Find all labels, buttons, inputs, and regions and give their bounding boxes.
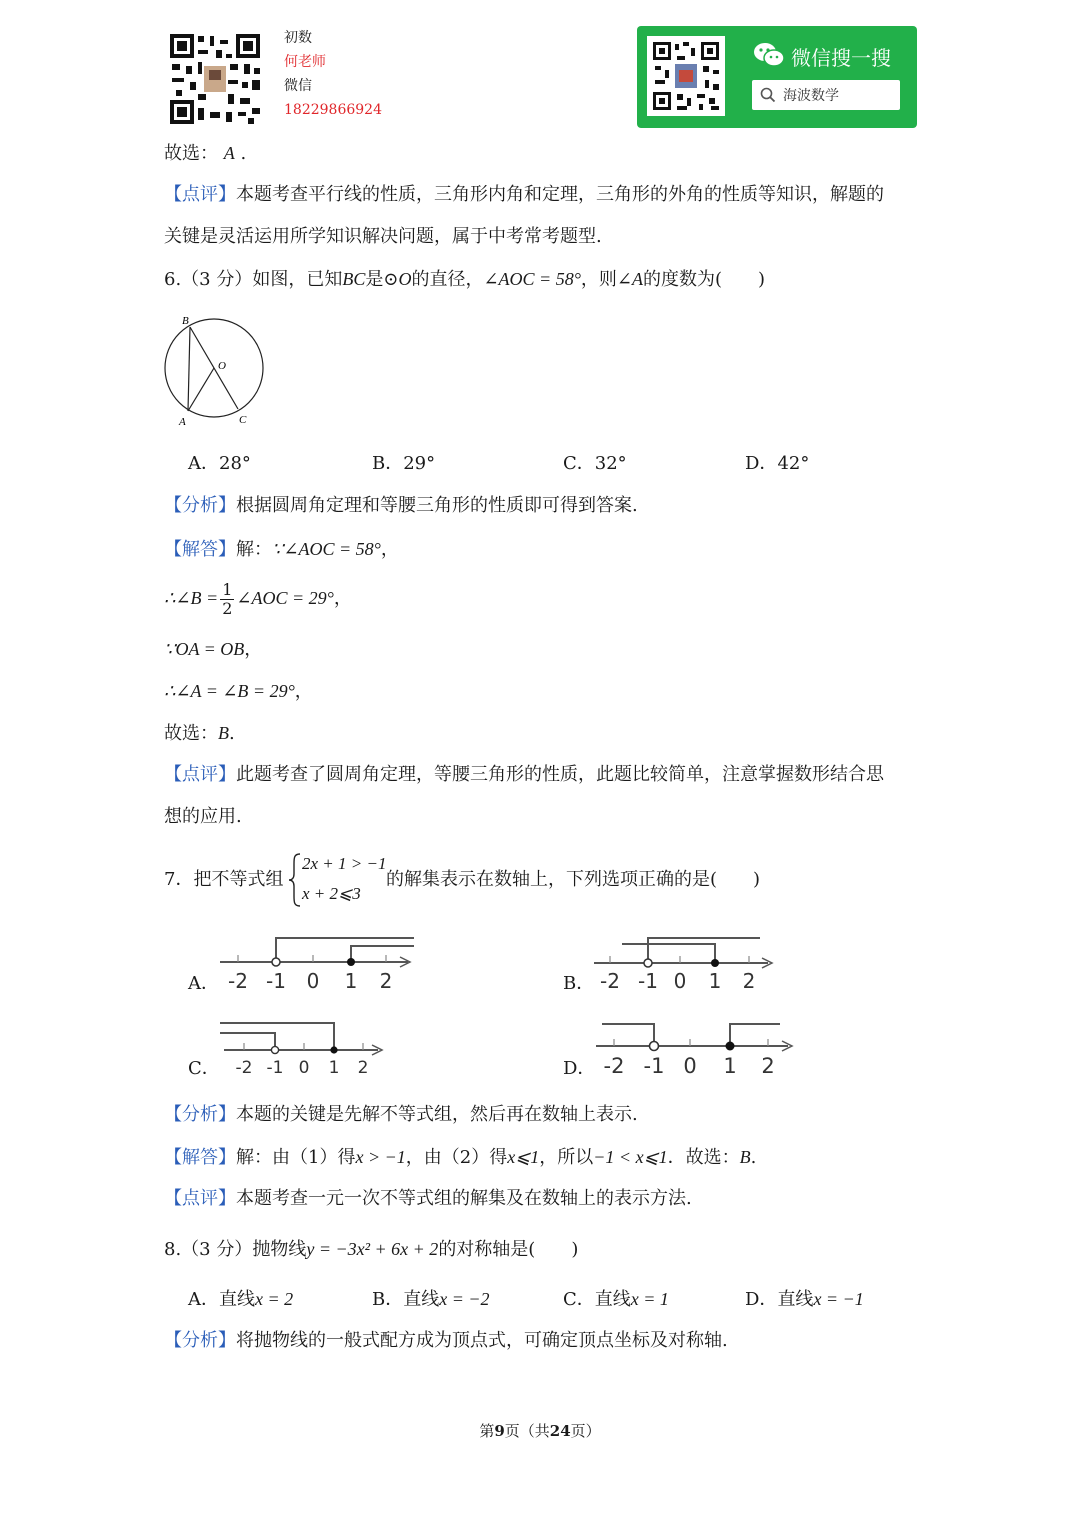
tick-label: -2 <box>228 969 248 993</box>
tick-label: 0 <box>298 1058 310 1078</box>
q7-solution: 【解答】解：由（1）得x > −1，由（2）得x⩽1，所以−1 < x⩽1．故选：B. <box>164 1147 757 1168</box>
q7-comment: 【点评】本题考查一元一次不等式组的解集及在数轴上的表示方法. <box>164 1188 692 1209</box>
tick-label: 1 <box>344 969 358 993</box>
q7-number-line-a[interactable] <box>218 932 418 994</box>
page-number: 9 <box>494 1422 505 1440</box>
wechat-qr-code <box>647 36 725 116</box>
q7-number-line-d[interactable] <box>592 1016 802 1078</box>
wechat-title: 微信搜一搜 <box>791 46 891 70</box>
tick-label: -1 <box>643 1054 665 1078</box>
q7-number-line-b[interactable] <box>592 932 782 994</box>
tick-label: 2 <box>357 1058 369 1078</box>
q5-answer-line: 故选： A . <box>164 143 247 164</box>
page-footer: 第9页（共24页） <box>479 1422 601 1440</box>
tick-label: -2 <box>603 1054 625 1078</box>
q6-option-b[interactable]: B．29° <box>372 453 436 474</box>
q6-analysis: 【分析】根据圆周角定理和等腰三角形的性质即可得到答案. <box>164 495 638 516</box>
q6-comment-line-1: 【点评】此题考查了圆周角定理，等腰三角形的性质，此题比较简单，注意掌握数形结合思 <box>164 764 884 785</box>
label-c: C <box>239 414 247 426</box>
q7-option-a-label[interactable]: A． <box>188 973 219 994</box>
q5-comment-line-1: 【点评】本题考查平行线的性质，三角形内角和定理，三角形的外角的性质等知识，解题的 <box>164 184 884 205</box>
q6-option-c[interactable]: C．32° <box>563 453 627 474</box>
contact-line-3: 微信 <box>284 78 312 94</box>
q7-stem-b: 的解集表示在数轴上，下列选项正确的是( ) <box>386 869 761 890</box>
q6-solution-line-3: ∵OA = OB， <box>164 639 263 660</box>
q8-option-d[interactable]: D．直线x = −1 <box>745 1289 864 1310</box>
comment-tag: 【点评】 <box>164 184 236 205</box>
segment-ao <box>188 368 214 411</box>
label-a: A <box>179 416 186 428</box>
contact-phone: 18229866924 <box>284 102 382 118</box>
q7-stem-a: 7．把不等式组 <box>164 869 284 890</box>
q8-option-b[interactable]: B．直线x = −2 <box>372 1289 490 1310</box>
q8-stem: 8.（3 分）抛物线y = −3x² + 6x + 2的对称轴是( ) <box>164 1239 579 1260</box>
tick-label: -1 <box>638 969 658 993</box>
tick-label: -1 <box>266 969 286 993</box>
tick-label: -1 <box>266 1058 284 1078</box>
tick-label: 2 <box>379 969 393 993</box>
q6-solution-line-2: ∴∠B = $\frac{1}{2}$ ∠AOC = 29°， <box>164 579 352 618</box>
q8-analysis: 【分析】将抛物线的一般式配方成为顶点式，可确定顶点坐标及对称轴. <box>164 1330 728 1351</box>
tick-label: 0 <box>306 969 320 993</box>
wechat-search-box[interactable] <box>752 80 900 110</box>
q7-option-b-label[interactable]: B． <box>563 973 595 994</box>
q8-option-a[interactable]: A．直线x = 2 <box>188 1289 294 1310</box>
total-pages: 24 <box>549 1422 571 1440</box>
tick-label: 1 <box>723 1054 737 1078</box>
tick-label: 1 <box>708 969 722 993</box>
wechat-logo-icon <box>753 42 785 68</box>
brace-icon <box>288 852 302 908</box>
tick-label: 0 <box>683 1054 697 1078</box>
q7-ineq-2: x + 2⩽3 <box>302 884 361 903</box>
q6-solution-line-4: ∴∠A = ∠B = 29°， <box>164 681 313 702</box>
tick-label: 2 <box>742 969 756 993</box>
wechat-search-text: 海波数学 <box>783 88 839 104</box>
search-icon <box>760 87 776 103</box>
tick-label: 0 <box>673 969 687 993</box>
tick-label: 1 <box>328 1058 340 1078</box>
q6-comment-line-2: 想的应用. <box>164 806 242 827</box>
tick-label: -2 <box>600 969 620 993</box>
label-b: B <box>182 315 189 327</box>
tick-label: 2 <box>761 1054 775 1078</box>
q5-comment-line-2: 关键是灵活运用所学知识解决问题，属于中考常考题型. <box>164 226 602 247</box>
q7-option-d-label[interactable]: D． <box>563 1058 596 1079</box>
chord-ba <box>188 327 190 411</box>
q8-option-c[interactable]: C．直线x = 1 <box>563 1289 669 1310</box>
q7-option-c-label[interactable]: C． <box>188 1058 220 1079</box>
contact-qr-code <box>168 32 262 126</box>
wechat-search-card[interactable] <box>637 26 917 128</box>
label-o: O <box>218 360 226 372</box>
tick-label: -2 <box>235 1058 253 1078</box>
fraction-one-half: $\frac{1}{2}$ <box>222 579 233 618</box>
contact-line-1: 初数 <box>284 30 312 46</box>
q6-option-d[interactable]: D．42° <box>745 453 810 474</box>
q6-stem: 6.（3 分）如图，已知BC是⊙O的直径，∠AOC = 58°，则∠A的度数为( ) <box>164 269 766 290</box>
q7-analysis: 【分析】本题的关键是先解不等式组，然后再在数轴上表示. <box>164 1104 638 1125</box>
q6-option-a[interactable]: A．28° <box>188 453 251 474</box>
contact-line-2: 何老师 <box>284 54 326 70</box>
q6-solution-line-1: 【解答】解：∵∠AOC = 58°， <box>164 539 399 560</box>
contact-info <box>284 26 382 122</box>
q6-circle-figure <box>160 312 270 432</box>
q6-answer-line: 故选：B. <box>164 723 235 744</box>
q7-number-line-c[interactable] <box>218 1016 388 1078</box>
q7-ineq-1: 2x + 1 > −1 <box>302 854 387 873</box>
